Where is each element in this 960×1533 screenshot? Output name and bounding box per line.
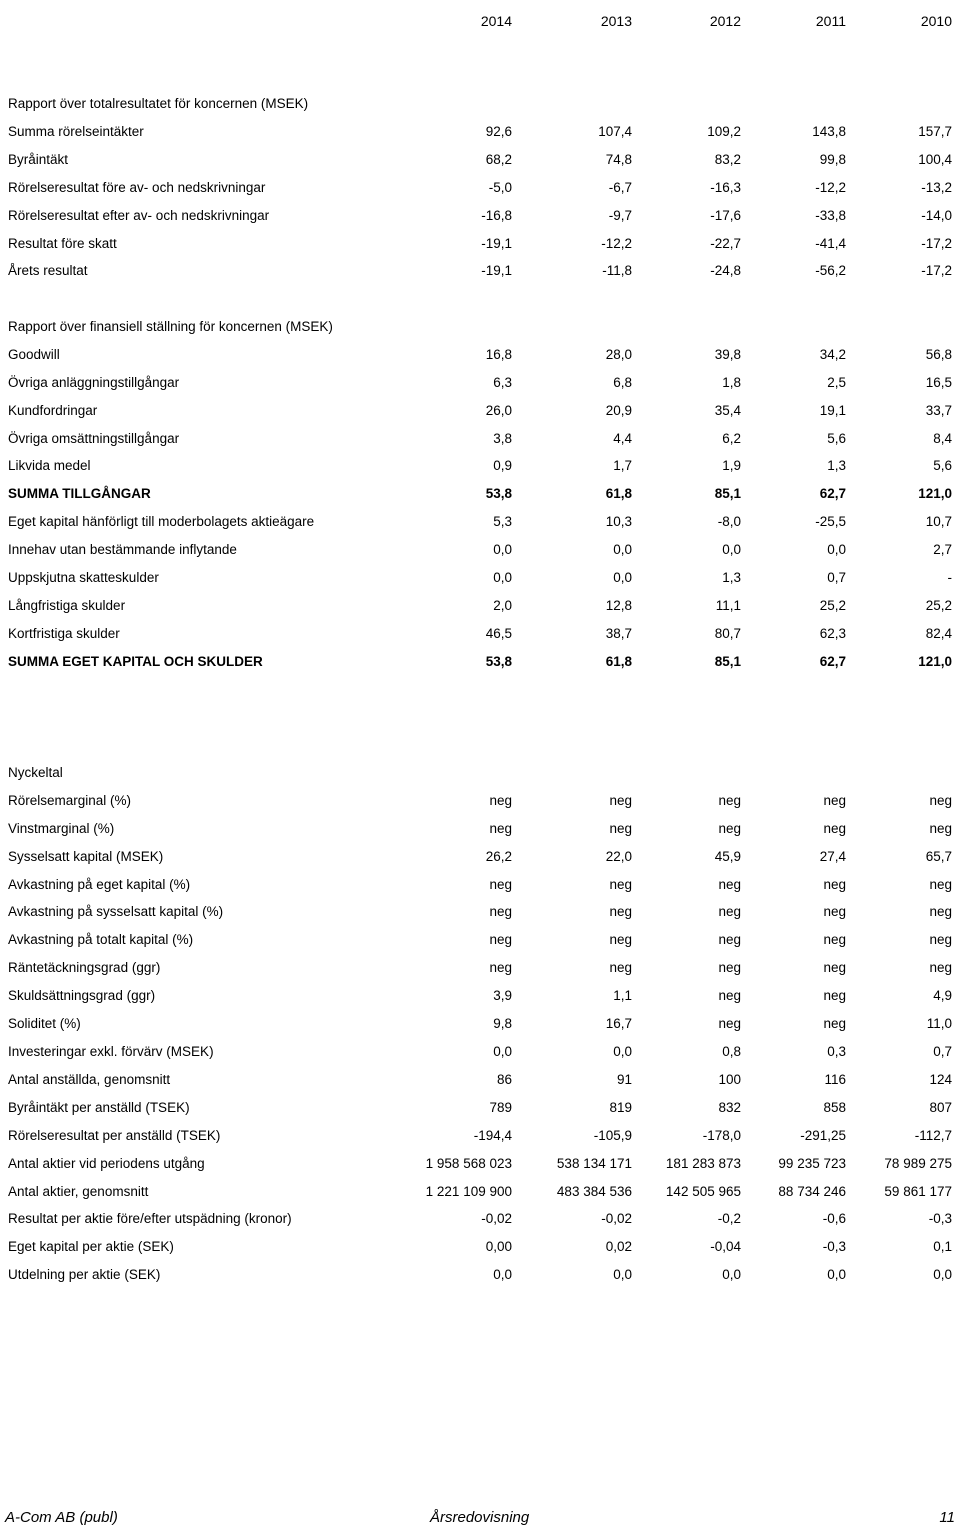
row-label: Rörelseresultat efter av- och nedskrivningar <box>8 208 270 223</box>
row-value-2010: 4,9 <box>933 988 952 1003</box>
row-value-2012: neg <box>718 932 741 947</box>
year-header-2011: 2011 <box>815 13 846 29</box>
row-label: Soliditet (%) <box>8 1016 81 1031</box>
row-value-2014: 1 958 568 023 <box>425 1156 512 1171</box>
table-row <box>0 985 960 1007</box>
section-title-label: Rapport över finansiell ställning för koncernen (MSEK) <box>8 319 333 334</box>
row-value-2011: 88 734 246 <box>778 1184 846 1199</box>
row-value-2012: 85,1 <box>714 486 741 501</box>
table-row <box>0 149 960 171</box>
row-label: SUMMA EGET KAPITAL OCH SKULDER <box>8 654 263 669</box>
row-value-2010: -0,3 <box>928 1211 952 1226</box>
row-value-2014: -19,1 <box>481 263 512 278</box>
row-value-2012: 39,8 <box>714 347 741 362</box>
table-row <box>0 874 960 896</box>
year-header-2010: 2010 <box>920 13 952 29</box>
table-row <box>0 455 960 477</box>
row-value-2012: 0,0 <box>722 1267 741 1282</box>
row-value-2010: -17,2 <box>921 263 952 278</box>
table-row <box>0 1041 960 1063</box>
row-value-2014: neg <box>489 932 512 947</box>
row-value-2012: 0,0 <box>722 542 741 557</box>
row-value-2013: 0,02 <box>605 1239 632 1254</box>
row-value-2013: 1,1 <box>613 988 632 1003</box>
row-value-2013: -9,7 <box>608 208 632 223</box>
row-value-2014: 68,2 <box>485 152 512 167</box>
row-value-2014: 0,9 <box>493 458 512 473</box>
row-value-2011: 5,6 <box>827 431 846 446</box>
row-value-2010: 2,7 <box>933 542 952 557</box>
row-value-2010: 8,4 <box>933 431 952 446</box>
row-value-2014: 0,0 <box>493 1044 512 1059</box>
row-value-2013: 10,3 <box>605 514 632 529</box>
row-value-2014: 3,8 <box>493 431 512 446</box>
row-label: Räntetäckningsgrad (ggr) <box>8 960 161 975</box>
row-label: Avkastning på sysselsatt kapital (%) <box>8 904 224 919</box>
row-value-2012: -16,3 <box>710 180 741 195</box>
row-value-2012: neg <box>718 988 741 1003</box>
row-value-2013: neg <box>609 904 632 919</box>
row-label: Vinstmarginal (%) <box>8 821 115 836</box>
year-header-row <box>0 10 960 32</box>
row-value-2012: -8,0 <box>717 514 741 529</box>
row-value-2010: 0,7 <box>933 1044 952 1059</box>
row-value-2010: 78 989 275 <box>884 1156 952 1171</box>
row-value-2012: neg <box>718 960 741 975</box>
row-value-2013: 91 <box>616 1072 632 1087</box>
row-value-2011: -25,5 <box>815 514 846 529</box>
row-value-2012: neg <box>718 1016 741 1031</box>
table-row <box>0 1097 960 1119</box>
row-value-2012: 100 <box>718 1072 741 1087</box>
row-value-2014: 53,8 <box>485 486 512 501</box>
row-value-2014: -16,8 <box>481 208 512 223</box>
row-value-2012: -22,7 <box>710 236 741 251</box>
row-value-2013: 61,8 <box>605 654 632 669</box>
row-value-2010: neg <box>929 821 952 836</box>
row-value-2011: neg <box>823 988 846 1003</box>
row-value-2012: 181 283 873 <box>665 1156 741 1171</box>
row-value-2014: -194,4 <box>473 1128 512 1143</box>
row-value-2013: 74,8 <box>605 152 632 167</box>
row-label: Avkastning på eget kapital (%) <box>8 877 191 892</box>
row-value-2011: 0,7 <box>827 570 846 585</box>
row-value-2014: 789 <box>489 1100 512 1115</box>
row-value-2011: 19,1 <box>819 403 846 418</box>
row-label: Utdelning per aktie (SEK) <box>8 1267 161 1282</box>
row-label: Eget kapital per aktie (SEK) <box>8 1239 174 1254</box>
row-label: Antal anställda, genomsnitt <box>8 1072 171 1087</box>
row-value-2012: neg <box>718 793 741 808</box>
year-header-2013: 2013 <box>600 13 632 29</box>
row-value-2010: 157,7 <box>918 124 952 139</box>
table-row <box>0 483 960 505</box>
row-value-2010: 33,7 <box>925 403 952 418</box>
row-value-2011: -33,8 <box>815 208 846 223</box>
row-value-2012: -0,2 <box>717 1211 741 1226</box>
year-header-2014: 2014 <box>480 13 512 29</box>
row-value-2014: neg <box>489 793 512 808</box>
row-value-2012: 1,8 <box>722 375 741 390</box>
row-label: Avkastning på totalt kapital (%) <box>8 932 194 947</box>
table-row <box>0 1125 960 1147</box>
row-value-2012: 45,9 <box>714 849 741 864</box>
row-label: Övriga anläggningstillgångar <box>8 375 180 390</box>
row-value-2014: 1 221 109 900 <box>425 1184 512 1199</box>
row-value-2011: -56,2 <box>815 263 846 278</box>
row-value-2013: 20,9 <box>605 403 632 418</box>
row-value-2011: -0,6 <box>822 1211 846 1226</box>
row-value-2014: 0,0 <box>493 570 512 585</box>
row-value-2012: 85,1 <box>714 654 741 669</box>
footer-page-number: 11 <box>939 1509 955 1526</box>
row-value-2010: 25,2 <box>925 598 952 613</box>
row-value-2014: 0,00 <box>485 1239 512 1254</box>
table-row <box>0 818 960 840</box>
row-value-2014: -5,0 <box>488 180 512 195</box>
row-value-2014: -19,1 <box>481 236 512 251</box>
row-value-2014: 16,8 <box>485 347 512 362</box>
row-value-2010: -112,7 <box>914 1128 952 1143</box>
row-label: Eget kapital hänförligt till moderbolagets aktieägare <box>8 514 315 529</box>
table-row <box>0 901 960 923</box>
table-row <box>0 260 960 282</box>
row-value-2011: 27,4 <box>819 849 846 864</box>
row-value-2014: neg <box>489 904 512 919</box>
row-value-2013: neg <box>609 793 632 808</box>
row-value-2013: -12,2 <box>601 236 632 251</box>
row-value-2014: 6,3 <box>493 375 512 390</box>
row-label: Investeringar exkl. förvärv (MSEK) <box>8 1044 214 1059</box>
row-label: Likvida medel <box>8 458 91 473</box>
row-value-2014: 0,0 <box>493 1267 512 1282</box>
row-label: Summa rörelseintäkter <box>8 124 144 139</box>
section-title <box>0 316 960 338</box>
row-value-2013: 107,4 <box>598 124 632 139</box>
table-row <box>0 1013 960 1035</box>
row-value-2010: 10,7 <box>925 514 952 529</box>
row-label: Innehav utan bestämmande inflytande <box>8 542 237 557</box>
row-value-2012: 1,3 <box>722 570 741 585</box>
row-label: Kortfristiga skulder <box>8 626 120 641</box>
table-row <box>0 846 960 868</box>
row-value-2010: 56,8 <box>925 347 952 362</box>
row-label: Sysselsatt kapital (MSEK) <box>8 849 164 864</box>
row-value-2013: 16,7 <box>605 1016 632 1031</box>
section-title <box>0 762 960 784</box>
table-row <box>0 595 960 617</box>
table-row <box>0 177 960 199</box>
table-row <box>0 344 960 366</box>
row-value-2010: 100,4 <box>918 152 952 167</box>
table-row <box>0 428 960 450</box>
row-value-2010: 121,0 <box>918 486 952 501</box>
row-value-2014: 86 <box>496 1072 512 1087</box>
row-value-2010: 11,0 <box>926 1016 952 1031</box>
row-value-2011: neg <box>823 960 846 975</box>
row-value-2010: 59 861 177 <box>884 1184 952 1199</box>
row-value-2013: 0,0 <box>613 1267 632 1282</box>
row-value-2013: 0,0 <box>613 570 632 585</box>
row-value-2010: 82,4 <box>925 626 952 641</box>
row-value-2014: neg <box>489 821 512 836</box>
row-value-2011: 25,2 <box>819 598 846 613</box>
row-value-2011: 62,7 <box>819 654 846 669</box>
row-value-2010: neg <box>929 904 952 919</box>
row-label: Skuldsättningsgrad (ggr) <box>8 988 156 1003</box>
row-value-2014: 53,8 <box>485 654 512 669</box>
row-value-2011: -291,25 <box>800 1128 846 1143</box>
row-value-2012: 142 505 965 <box>665 1184 741 1199</box>
row-value-2011: 62,3 <box>819 626 846 641</box>
row-value-2011: 99,8 <box>819 152 846 167</box>
table-row <box>0 539 960 561</box>
row-value-2010: 807 <box>929 1100 952 1115</box>
table-row <box>0 205 960 227</box>
row-value-2014: 2,0 <box>493 598 512 613</box>
row-value-2010: neg <box>929 793 952 808</box>
table-row <box>0 400 960 422</box>
row-value-2014: 92,6 <box>485 124 512 139</box>
row-value-2010: 0,0 <box>933 1267 952 1282</box>
row-value-2014: neg <box>489 877 512 892</box>
row-value-2010: 16,5 <box>925 375 952 390</box>
row-value-2012: 35,4 <box>714 403 741 418</box>
table-row <box>0 1181 960 1203</box>
row-value-2011: 1,3 <box>827 458 846 473</box>
row-value-2013: neg <box>609 877 632 892</box>
row-value-2012: 832 <box>718 1100 741 1115</box>
table-row <box>0 372 960 394</box>
row-value-2010: neg <box>929 932 952 947</box>
row-value-2010: 5,6 <box>933 458 952 473</box>
row-label: Resultat före skatt <box>8 236 117 251</box>
row-value-2011: -12,2 <box>815 180 846 195</box>
row-value-2013: 61,8 <box>605 486 632 501</box>
table-row <box>0 1069 960 1091</box>
row-value-2010: -14,0 <box>921 208 952 223</box>
row-value-2010: 124 <box>929 1072 952 1087</box>
row-value-2011: 0,0 <box>827 1267 846 1282</box>
row-label: Byråintäkt <box>8 152 69 167</box>
table-row <box>0 511 960 533</box>
row-value-2012: neg <box>718 877 741 892</box>
row-value-2011: 0,0 <box>827 542 846 557</box>
row-label: SUMMA TILLGÅNGAR <box>8 486 151 501</box>
row-value-2012: neg <box>718 904 741 919</box>
row-value-2014: neg <box>489 960 512 975</box>
row-value-2013: 4,4 <box>613 431 632 446</box>
row-value-2013: 819 <box>609 1100 632 1115</box>
table-row <box>0 1264 960 1286</box>
table-row <box>0 790 960 812</box>
row-label: Goodwill <box>8 347 60 362</box>
row-label: Resultat per aktie före/efter utspädning (kronor) <box>8 1211 292 1226</box>
row-value-2013: 1,7 <box>613 458 632 473</box>
row-value-2014: 26,0 <box>485 403 512 418</box>
row-value-2012: 0,8 <box>722 1044 741 1059</box>
table-row <box>0 623 960 645</box>
section-title-label: Nyckeltal <box>8 765 63 780</box>
table-row <box>0 567 960 589</box>
row-value-2014: 0,0 <box>493 542 512 557</box>
section-title <box>0 93 960 115</box>
row-label: Antal aktier, genomsnitt <box>8 1184 149 1199</box>
row-label: Antal aktier vid periodens utgång <box>8 1156 205 1171</box>
row-value-2011: 34,2 <box>819 347 846 362</box>
footer-document-title: Årsredovisning <box>430 1509 530 1526</box>
page-footer <box>0 1506 960 1530</box>
row-value-2011: 116 <box>824 1072 846 1087</box>
row-label: Uppskjutna skatteskulder <box>8 570 159 585</box>
row-value-2010: neg <box>929 960 952 975</box>
row-value-2011: 62,7 <box>819 486 846 501</box>
row-value-2010: -13,2 <box>921 180 952 195</box>
row-value-2013: 22,0 <box>605 849 632 864</box>
row-value-2011: 858 <box>823 1100 846 1115</box>
table-row <box>0 1153 960 1175</box>
row-value-2013: neg <box>609 821 632 836</box>
row-value-2011: neg <box>823 877 846 892</box>
row-value-2010: neg <box>929 877 952 892</box>
row-value-2013: -105,9 <box>593 1128 632 1143</box>
table-row <box>0 929 960 951</box>
row-value-2010: - <box>947 570 952 585</box>
row-value-2013: -6,7 <box>608 180 632 195</box>
row-value-2012: 80,7 <box>714 626 741 641</box>
row-value-2013: 12,8 <box>605 598 632 613</box>
row-value-2013: 483 384 536 <box>556 1184 632 1199</box>
row-value-2013: 538 134 171 <box>556 1156 632 1171</box>
row-value-2011: 0,3 <box>827 1044 846 1059</box>
row-value-2012: 1,9 <box>722 458 741 473</box>
row-value-2013: neg <box>609 932 632 947</box>
table-row <box>0 651 960 673</box>
section-title-label: Rapport över totalresultatet för koncernen (MSEK) <box>8 96 309 111</box>
row-value-2010: 0,1 <box>933 1239 952 1254</box>
row-value-2011: 143,8 <box>812 124 846 139</box>
row-value-2012: 11,1 <box>715 598 741 613</box>
row-value-2011: neg <box>823 932 846 947</box>
row-value-2014: 3,9 <box>493 988 512 1003</box>
row-value-2011: -41,4 <box>815 236 846 251</box>
row-label: Rörelseresultat per anställd (TSEK) <box>8 1128 221 1143</box>
row-value-2012: 6,2 <box>722 431 741 446</box>
row-value-2010: 121,0 <box>918 654 952 669</box>
row-value-2014: 9,8 <box>493 1016 512 1031</box>
row-value-2014: 46,5 <box>485 626 512 641</box>
row-value-2011: -0,3 <box>822 1239 846 1254</box>
row-value-2012: -178,0 <box>702 1128 741 1143</box>
row-value-2012: neg <box>718 821 741 836</box>
row-value-2013: 0,0 <box>613 1044 632 1059</box>
row-value-2014: 5,3 <box>493 514 512 529</box>
row-value-2011: 99 235 723 <box>778 1156 846 1171</box>
row-value-2011: neg <box>823 821 846 836</box>
table-row <box>0 957 960 979</box>
row-value-2011: neg <box>823 904 846 919</box>
row-value-2013: 28,0 <box>605 347 632 362</box>
row-value-2013: 6,8 <box>613 375 632 390</box>
row-value-2013: -11,8 <box>602 263 632 278</box>
row-value-2012: 109,2 <box>707 124 741 139</box>
row-label: Byråintäkt per anställd (TSEK) <box>8 1100 190 1115</box>
table-row <box>0 121 960 143</box>
row-value-2012: -0,04 <box>710 1239 741 1254</box>
row-value-2013: neg <box>609 960 632 975</box>
table-row <box>0 1236 960 1258</box>
row-value-2013: 0,0 <box>613 542 632 557</box>
row-label: Kundfordringar <box>8 403 98 418</box>
row-value-2011: neg <box>823 1016 846 1031</box>
row-label: Årets resultat <box>8 263 88 278</box>
row-value-2013: -0,02 <box>601 1211 632 1226</box>
row-value-2013: 38,7 <box>605 626 632 641</box>
year-header-2012: 2012 <box>709 13 741 29</box>
row-label: Rörelsemarginal (%) <box>8 793 132 808</box>
row-value-2012: -24,8 <box>710 263 741 278</box>
row-value-2010: -17,2 <box>921 236 952 251</box>
row-value-2011: neg <box>823 793 846 808</box>
row-value-2014: 26,2 <box>485 849 512 864</box>
row-value-2010: 65,7 <box>925 849 952 864</box>
row-label: Långfristiga skulder <box>8 598 126 613</box>
footer-company: A-Com AB (publ) <box>5 1509 118 1526</box>
row-value-2012: 83,2 <box>714 152 741 167</box>
table-row <box>0 1208 960 1230</box>
row-value-2012: -17,6 <box>710 208 741 223</box>
row-label: Övriga omsättningstillgångar <box>8 431 180 446</box>
row-value-2014: -0,02 <box>481 1211 512 1226</box>
row-value-2011: 2,5 <box>827 375 846 390</box>
table-row <box>0 233 960 255</box>
row-label: Rörelseresultat före av- och nedskrivningar <box>8 180 266 195</box>
